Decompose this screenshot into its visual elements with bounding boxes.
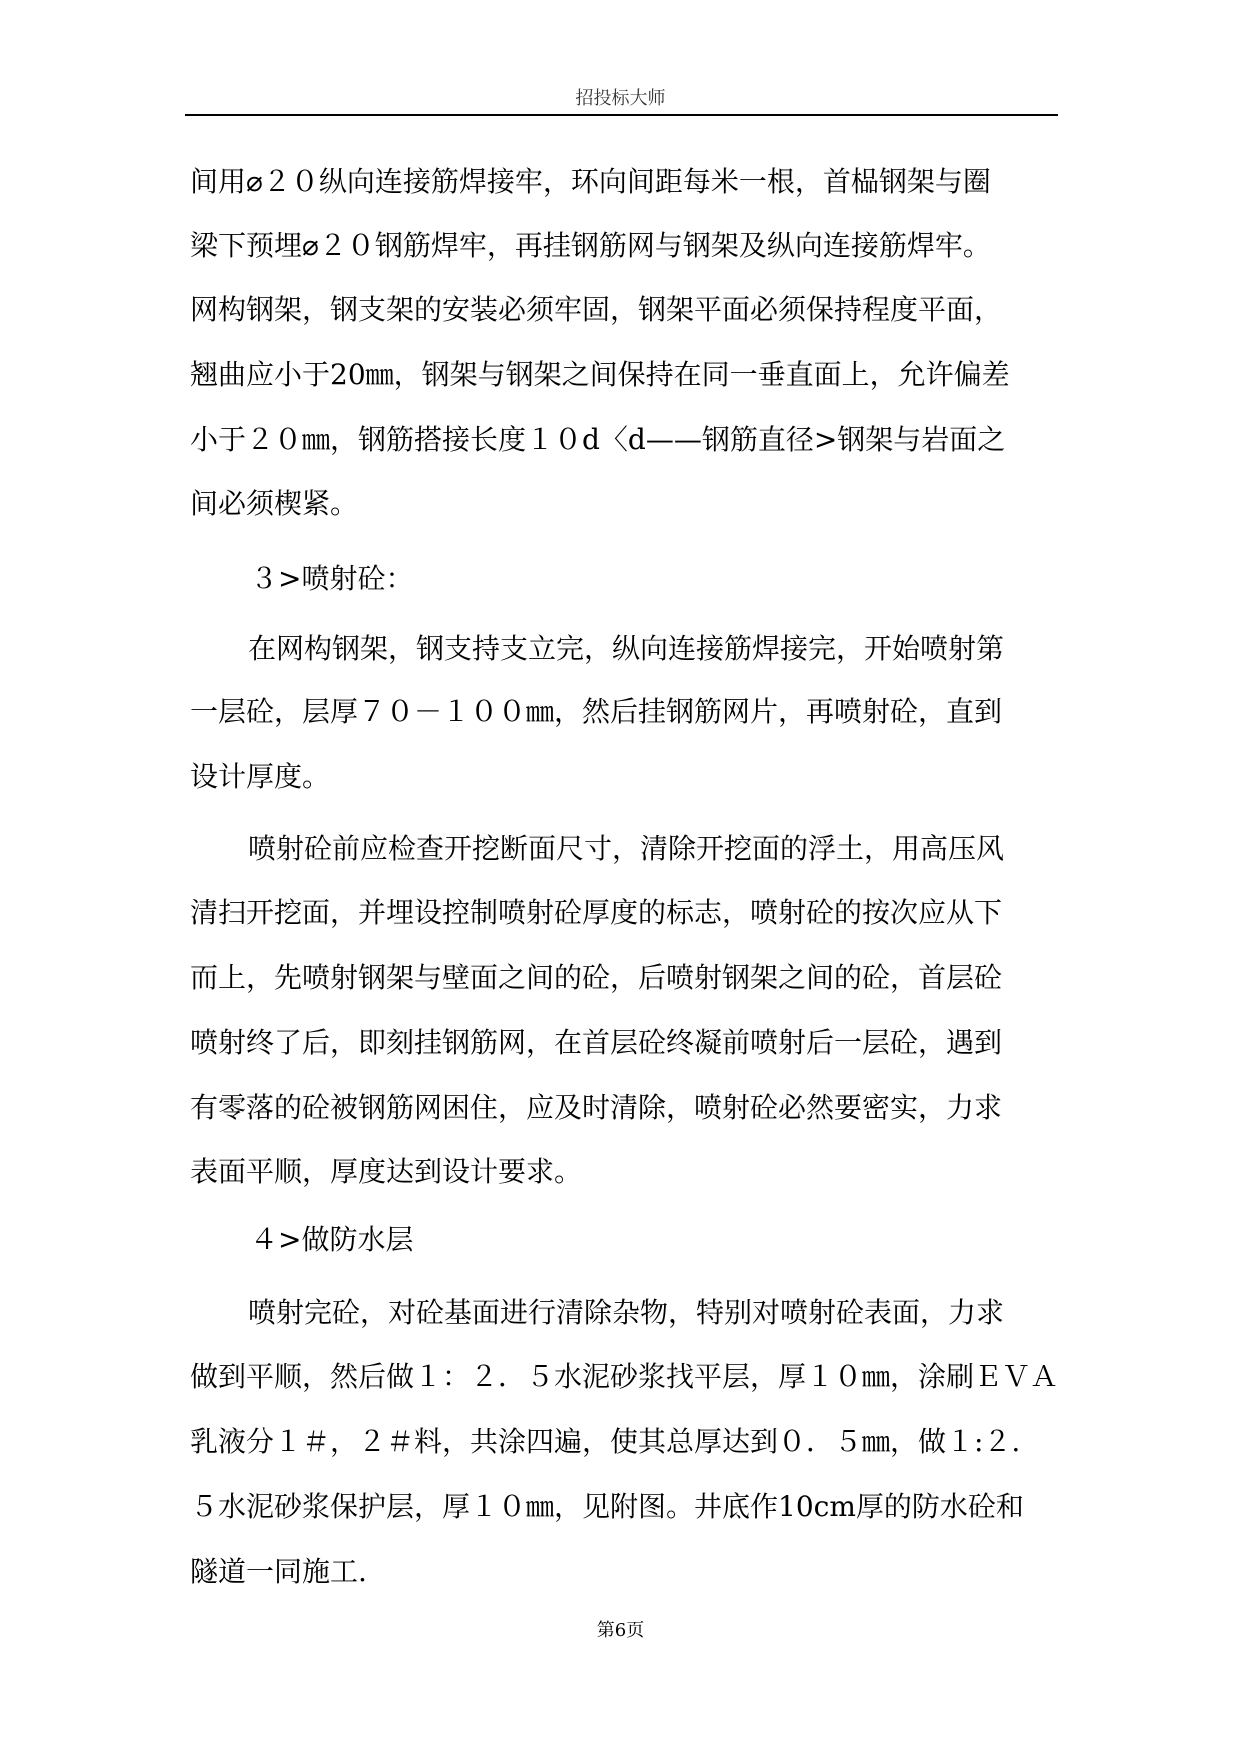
text-line: 翘曲应小于20㎜，钢架与钢架之间保持在同一垂直面上，允许偏差: [190, 358, 1010, 391]
text-line: 喷射完砼，对砼基面进行清除杂物，特别对喷射砼表面，力求: [248, 1296, 1005, 1329]
text-line: 间必须楔紧。: [190, 487, 359, 520]
section-heading: ４>做防水层: [250, 1223, 414, 1256]
text-line: 一层砼，层厚７０－１００㎜，然后挂钢筋网片，再喷射砼，直到: [190, 695, 1003, 728]
header-divider: [185, 114, 1058, 116]
text-line: 乳液分１＃，２＃料，共涂四遍，使其总厚达到０．５㎜，做１:２.: [190, 1425, 1021, 1458]
text-line: 喷射终了后，即刻挂钢筋网，在首层砼终凝前喷射后一层砼，遇到: [190, 1026, 1003, 1059]
text-line: 表面平顺，厚度达到设计要求。: [190, 1155, 583, 1188]
page-number: 第6页: [596, 1620, 645, 1641]
text-line: 梁下预埋⌀２０钢筋焊牢，再挂钢筋网与钢架及纵向连接筋焊牢。: [190, 229, 991, 262]
text-line: ５水泥砂浆保护层，厚１０㎜，见附图。井底作10cm厚的防水砼和: [190, 1490, 1024, 1523]
text-line: 隧道一同施工.: [190, 1555, 367, 1588]
text-line: 设计厚度。: [190, 760, 331, 793]
text-line: 在网构钢架，钢支持支立完，纵向连接筋焊接完，开始喷射第: [248, 632, 1005, 665]
text-line: 间用⌀２０纵向连接筋焊接牢，环向间距每米一根，首榀钢架与圈: [190, 165, 991, 198]
text-line: 做到平顺，然后做１：２．５水泥砂浆找平层，厚１０㎜，涂刷ＥＶＡ: [190, 1360, 1059, 1393]
header-title: 招投标大师: [575, 88, 666, 109]
text-line: 网构钢架，钢支架的安装必须牢固，钢架平面必须保持程度平面，: [190, 293, 1003, 326]
text-line: 有零落的砼被钢筋网困住，应及时清除，喷射砼必然要密实，力求: [190, 1091, 1003, 1124]
text-line: 小于２０㎜，钢筋搭接长度１０d〈d——钢筋直径>钢架与岩面之: [190, 423, 1006, 456]
section-heading: ３>喷射砼：: [250, 562, 414, 595]
text-line: 而上，先喷射钢架与壁面之间的砼，后喷射钢架之间的砼，首层砼: [190, 961, 1003, 994]
text-line: 清扫开挖面，并埋设控制喷射砼厚度的标志，喷射砼的按次应从下: [190, 896, 1003, 929]
text-line: 喷射砼前应检查开挖断面尺寸，清除开挖面的浮土，用高压风: [248, 832, 1005, 865]
